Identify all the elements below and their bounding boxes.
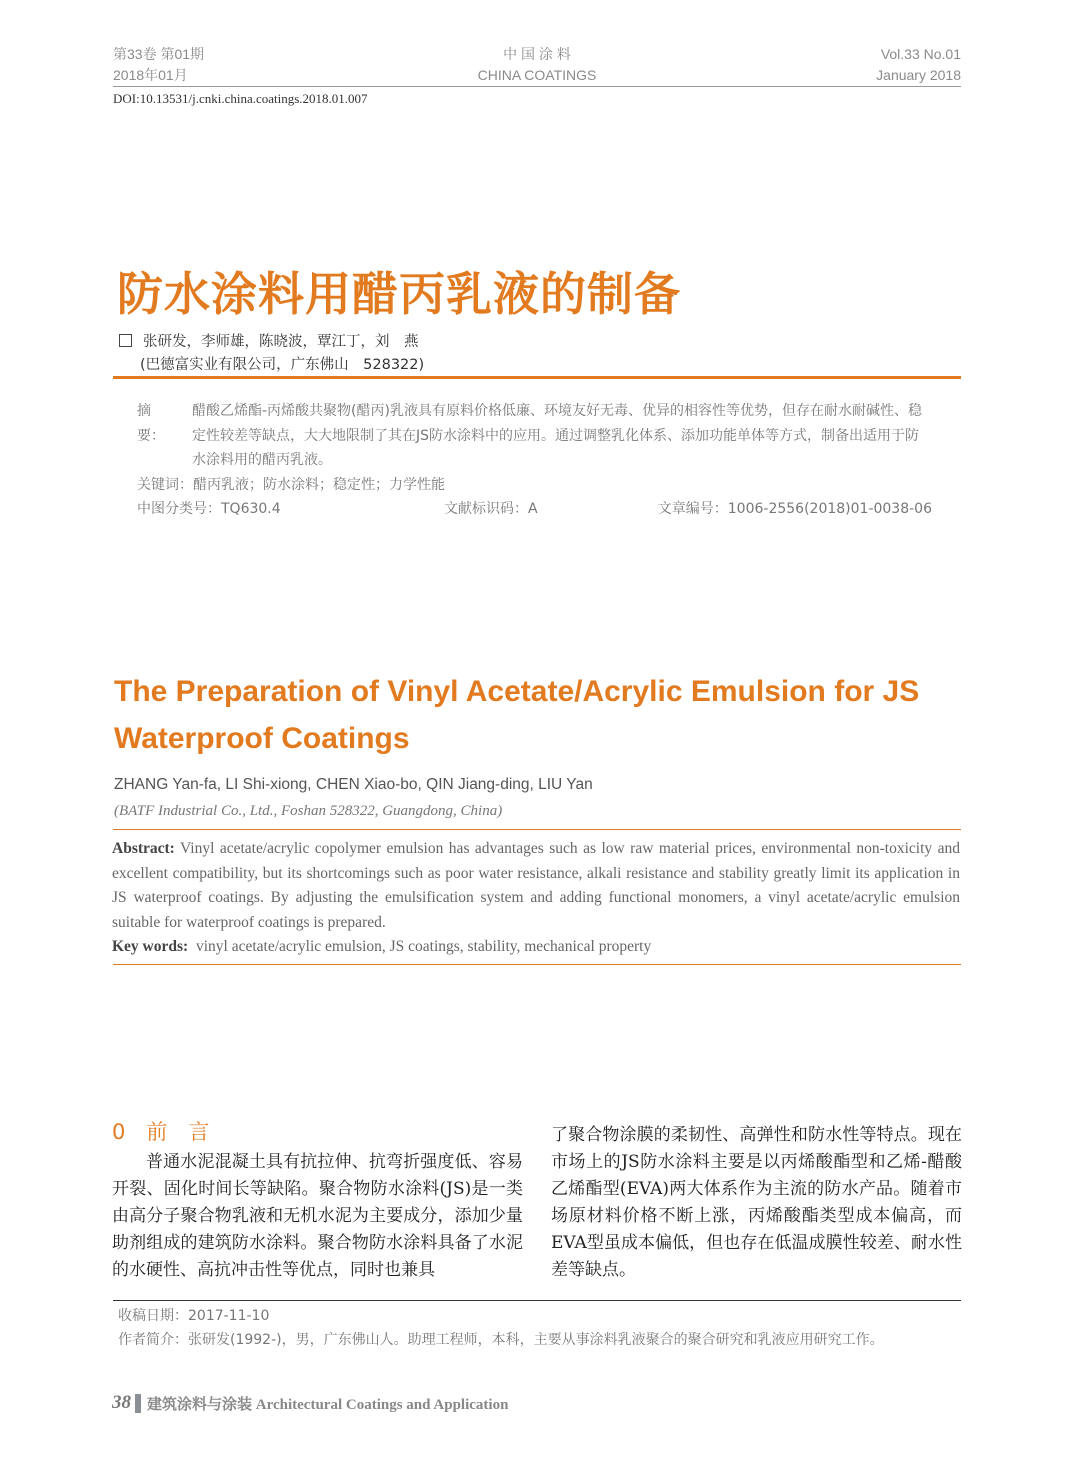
abstract-cn-label: 摘 要：	[137, 403, 165, 444]
keywords-en-label: Key words:	[112, 938, 189, 955]
header-right	[876, 44, 961, 86]
footnote-rule	[113, 1300, 961, 1301]
abstract-top-rule	[113, 829, 961, 830]
abstract-cn	[137, 399, 932, 522]
abstract-en-text: Vinyl acetate/acrylic copolymer emulsion has advantages such as low raw material prices, environmental non-toxicity and excellent compatibility, but its shortcomings such as poor water resistance, alkali resistance and stability greatly limit its application in JS waterproof coatings. By adjusting the emulsification system and adding functional monomers, a vinyl acetate/acrylic emulsion suitable for waterproof coatings is prepared.	[112, 840, 960, 931]
received-date: 收稿日期：2017-11-10	[118, 1308, 270, 1324]
journal-name-en: CHINA COATINGS	[477, 67, 597, 83]
body-column-2: 了聚合物涂膜的柔韧性、高弹性和防水性等特点。现在市场上的JS防水涂料主要是以丙烯酸酯型和乙烯-醋酸乙烯酯型(EVA)两大体系作为主流的防水产品。随着市场原材料价格不断上涨，丙烯酸酯类型成本偏高，而EVA型虽成本偏低，但也存在低温成膜性较差、耐水性差等缺点。	[551, 1125, 962, 1280]
author-intro: 作者简介：张研发(1992-)，男，广东佛山人。助理工程师，本科，主要从事涂料乳液聚合的聚合研究和乳液应用研究工作。	[118, 1332, 884, 1348]
affiliation-en: (BATF Industrial Co., Ltd., Foshan 528322, Guangdong, China)	[114, 803, 503, 819]
volume-issue: 第33卷 第01期	[113, 46, 205, 62]
journal-name-cn: 中 国 涂 料	[503, 46, 571, 62]
page-footer	[112, 1392, 508, 1414]
header-left	[113, 44, 204, 86]
vol-no: Vol.33 No.01	[880, 46, 961, 62]
authors-en: ZHANG Yan-fa, LI Shi-xiong, CHEN Xiao-bo, QIN Jiang-ding, LIU Yan	[114, 776, 593, 793]
footer-bar	[135, 1394, 141, 1413]
issue-date-en: January 2018	[876, 67, 961, 83]
keywords-cn-label: 关键词：	[137, 476, 193, 493]
clc-number: 中图分类号：TQ630.4	[137, 501, 281, 517]
title-cn: 防水涂料用醋丙乳液的制备	[117, 267, 681, 321]
article-number: 文章编号：1006-2556(2018)01-0038-06	[657, 501, 932, 517]
keywords-cn: 醋丙乳液；防水涂料；稳定性；力学性能	[193, 476, 445, 493]
footnotes	[118, 1304, 884, 1352]
abstract-bottom-rule	[113, 964, 961, 965]
accent-rule	[113, 376, 961, 379]
keywords-en: vinyl acetate/acrylic emulsion, JS coatings, stability, mechanical property	[195, 938, 652, 955]
page-number: 38	[112, 1392, 131, 1413]
abstract-en-label: Abstract:	[112, 840, 175, 857]
square-bullet-icon	[119, 334, 132, 347]
abstract-cn-text: 醋酸乙烯酯-丙烯酸共聚物(醋丙)乳液具有原料价格低廉、环境友好无毒、优异的相容性等优势，但存在耐水耐碱性、稳定性较差等缺点，大大地限制了其在JS防水涂料中的应用。通过调整乳化体系、添加功能单体等方式，制备出适用于防水涂料用的醋丙乳液。	[192, 403, 922, 468]
title-en: The Preparation of Vinyl Acetate/Acrylic Emulsion for JS Waterproof Coatings	[114, 675, 920, 755]
body-column-1: 普通水泥混凝土具有抗拉伸、抗弯折强度低、容易开裂、固化时间长等缺陷。聚合物防水涂料(JS)是一类由高分子聚合物乳液和无机水泥为主要成分，添加少量助剂组成的建筑防水涂料。聚合物防水涂料具备了水泥的水硬性、高抗冲击性等优点，同时也兼具	[112, 1152, 523, 1280]
header-center	[437, 44, 637, 86]
section-heading: 0 前 言	[112, 1120, 210, 1144]
document-code: 文献标识码：A	[444, 501, 538, 517]
authors-cn: 张研发，李师雄，陈晓波，覃江丁，刘 燕	[143, 334, 419, 350]
affiliation-cn: (巴德富实业有限公司，广东佛山 528322)	[140, 357, 425, 373]
header-rule	[113, 86, 961, 87]
issue-date-cn: 2018年01月	[113, 67, 188, 83]
abstract-en	[112, 837, 960, 960]
doi: DOI:10.13531/j.cnki.china.coatings.2018.01.007	[113, 91, 368, 106]
footer-journal: 建筑涂料与涂装 Architectural Coatings and Application	[147, 1396, 509, 1413]
